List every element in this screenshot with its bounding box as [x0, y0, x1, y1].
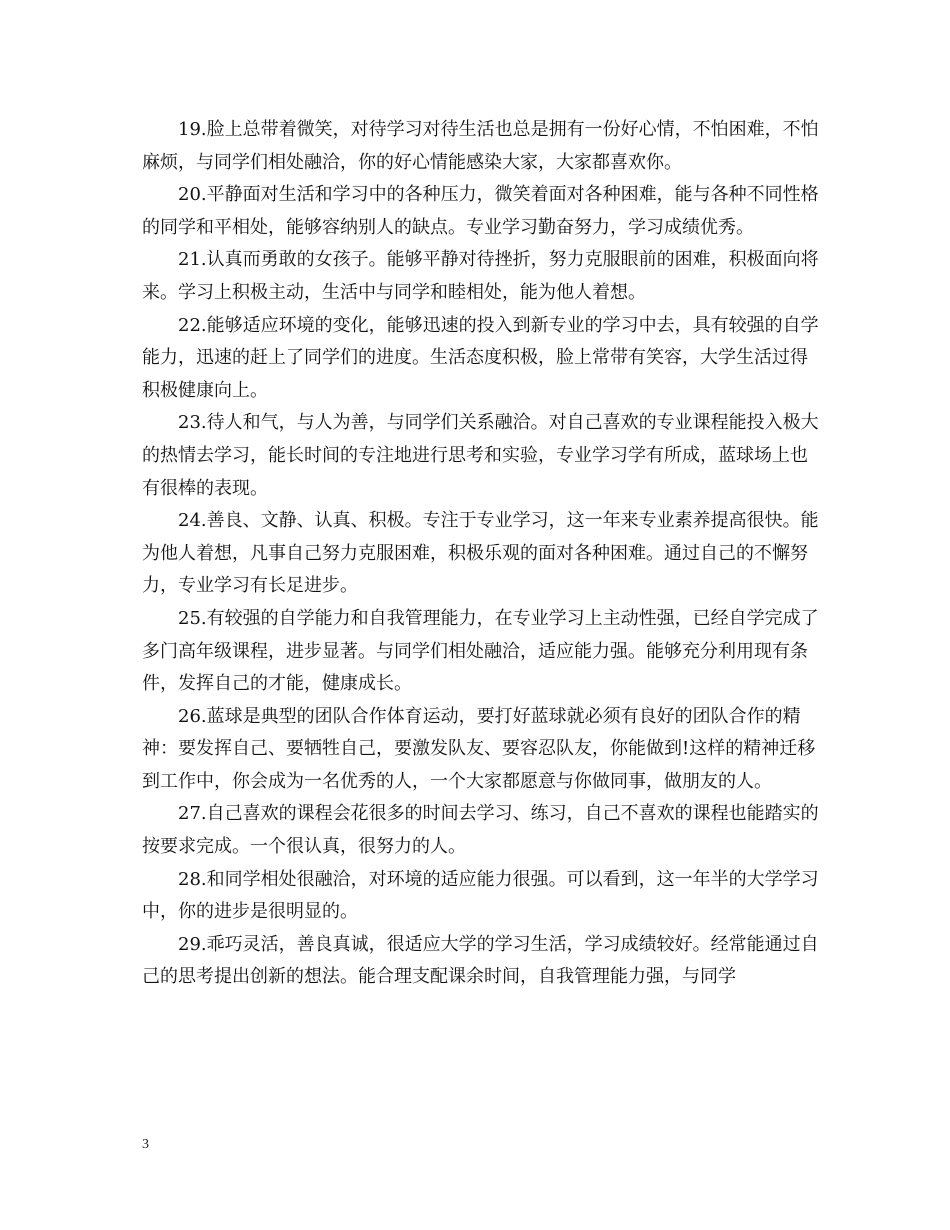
paragraph-24: 24.善良、文静、认真、积极。专注于专业学习，这一年来专业素养提高很快。能为他人着想，凡事自己努力克服困难，积极乐观的面对各种困难。通过自己的不懈努力，专业学习有长足进步。	[142, 510, 819, 597]
paragraph-20: 20.平静面对生活和学习中的各种压力，微笑着面对各种困难，能与各种不同性格的同学和平相处，能够容纳别人的缺点。专业学习勤奋努力，学习成绩优秀。	[142, 184, 819, 238]
paragraph-23: 23.待人和气，与人为善，与同学们关系融洽。对自己喜欢的专业课程能投入极大的热情去学习，能长时间的专注地进行思考和实验，专业学习学有所成，蓝球场上也有很棒的表现。	[142, 412, 819, 499]
paragraph-29: 29.乖巧灵活，善良真诚，很适应大学的学习生活，学习成绩较好。经常能通过自己的思考提出创新的想法。能合理支配课余时间，自我管理能力强，与同学	[142, 933, 819, 988]
paragraph-25: 25.有较强的自学能力和自我管理能力，在专业学习上主动性强，已经自学完成了多门高年级课程，进步显著。与同学们相处融洽，适应能力强。能够充分利用现有条件，发挥自己的才能，健康成长。	[142, 607, 819, 695]
paragraph-21: 21.认真而勇敢的女孩子。能够平静对待挫折，努力克服眼前的困难，积极面向将来。学习上积极主动，生活中与同学和睦相处，能为他人着想。	[142, 249, 819, 303]
paragraph-22: 22.能够适应环境的变化，能够迅速的投入到新专业的学习中去，具有较强的自学能力，迅速的赶上了同学们的进度。生活态度积极，脸上常带有笑容，大学生活过得积极健康向上。	[142, 314, 819, 401]
document-body	[142, 114, 822, 994]
paragraph-26: 26.蓝球是典型的团队合作体育运动，要打好蓝球就必须有良好的团队合作的精神：要发挥自己、要牺牲自己，要激发队友、要容忍队友，你能做到!这样的精神迁移到工作中，你会成为一名优秀的人，一个大家都愿意与你做同事，做朋友的人。	[142, 705, 816, 792]
paragraph-28: 28.和同学相处很融洽，对环境的适应能力很强。可以看到，这一年半的大学学习中，你的进步是很明显的。	[142, 868, 819, 923]
paragraph-27: 27.自己喜欢的课程会花很多的时间去学习、练习，自己不喜欢的课程也能踏实的按要求完成。一个很认真，很努力的人。	[142, 803, 819, 858]
paragraph-19: 19.脸上总带着微笑，对待学习对待生活也总是拥有一份好心情，不怕困难，不怕麻烦，与同学们相处融洽，你的好心情能感染大家，大家都喜欢你。	[142, 119, 819, 173]
page-number: 3	[142, 1137, 149, 1152]
